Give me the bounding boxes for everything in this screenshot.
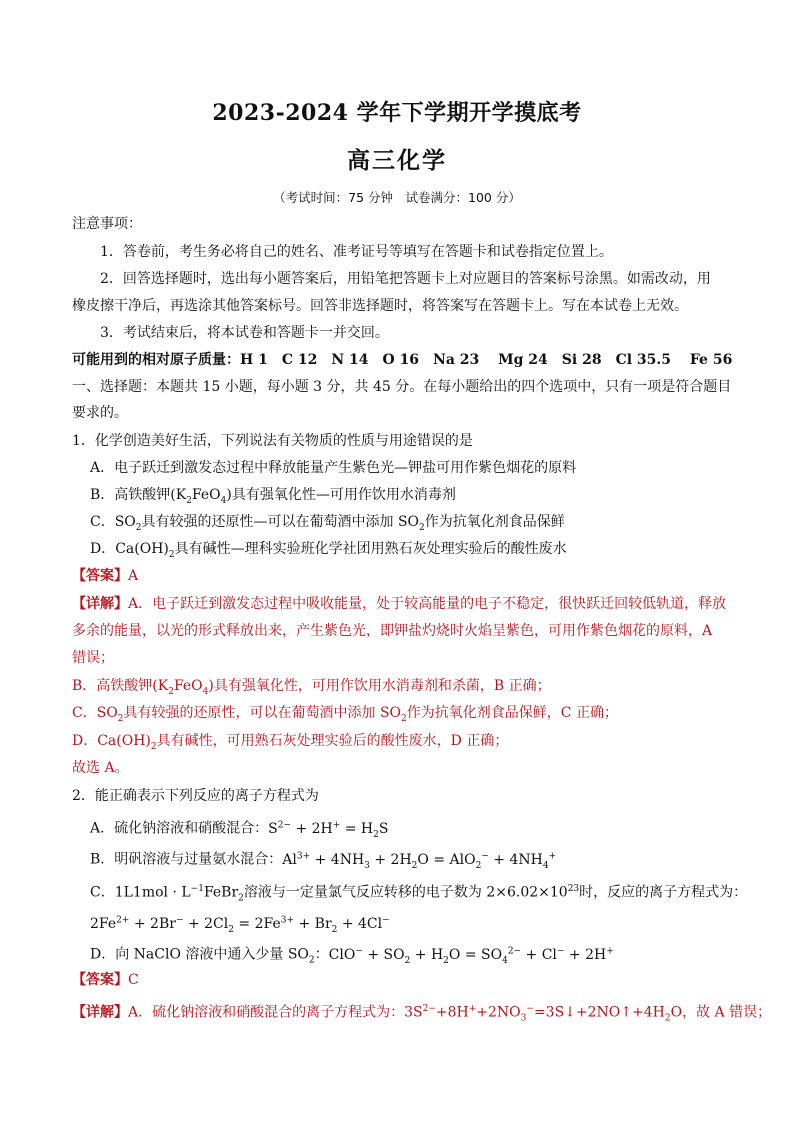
q1-stem: 1．化学创造美好生活，下列说法有关物质的性质与用途错误的是 xyxy=(72,433,473,449)
q2-option-a xyxy=(90,815,750,844)
q1-detail-1 xyxy=(72,594,732,614)
q1-detail-d: D．$Ca(OH)_2$具有碱性，可用熟石灰处理实验后的酸性废水，D 正确； xyxy=(72,733,509,752)
text-part: FeO xyxy=(173,678,203,694)
text-part: 作为抗氧化剂食品保鲜 xyxy=(424,514,565,530)
q2-option-c-equation xyxy=(90,910,750,939)
q2-option-c: C．$1L1mol \cdot L^{-1}FeBr_2$溶液与一定量氯气反应转移的电子数为 $2\times 6.02\times 10^{23}$时，反应的离子方程式为： xyxy=(90,884,748,904)
text-part: FeO xyxy=(191,487,221,503)
q1-conclusion: 故选 A。 xyxy=(72,760,129,776)
q1-detail-3: 错误； xyxy=(72,650,114,666)
note-item-2-cont: 橡皮擦干净后，再选涂其他答案标号。回答非选择题时，将答案写在答题卡上。写在本试卷上无效。 xyxy=(72,298,688,314)
text-part: D．Ca(OH) xyxy=(90,541,169,557)
text-part: 时，反应的离子方程式为： xyxy=(579,884,748,901)
note-item-2: 2．回答选择题时，选出每小题答案后，用铅笔把答题卡上对应题目的答案标号涂黑。如需改动，用 xyxy=(100,271,711,287)
exam-info: （考试时间：75 分钟 试卷满分：100 分） xyxy=(273,190,521,205)
q1-detail-2: 多余的能量，以光的形式释放出来，产生紫色光，即钾盐灼烧时火焰呈紫色，可用作紫色烟花的原料，A xyxy=(72,623,713,639)
answer-tag: 【答案】 xyxy=(72,568,128,584)
note-item-3: 3．考试结束后，将本试卷和答题卡一并交回。 xyxy=(100,325,389,341)
text-part: D．向 NaClO 溶液中通入少量 SO xyxy=(90,946,309,963)
text-part: B．高铁酸钾(K xyxy=(72,678,169,694)
text-part: +8H xyxy=(435,1004,469,1021)
q1-option-b: B．高铁酸钾$(K_2FeO_4)$具有强氧化性—可用作饮用水消毒剂 xyxy=(90,487,456,506)
q2-option-b xyxy=(90,846,750,875)
answer-value: C xyxy=(128,972,139,988)
text-part: O，故 A 错误； xyxy=(670,1004,772,1021)
page-subtitle: 高三化学 xyxy=(347,147,447,174)
text-part: C．1L1mol · L xyxy=(90,884,191,901)
text-part: 具有碱性，可用熟石灰处理实验后的酸性废水，D 正确； xyxy=(156,733,509,749)
answer-tag: 【答案】 xyxy=(72,972,128,988)
text-part: 溶液与一定量氯气反应转移的电子数为 2×6.02×10 xyxy=(243,884,568,901)
section-heading: 一、选择题：本题共 15 小题，每小题 3 分，共 45 分。在每小题给出的四个选项中，只有一项是符合题目 xyxy=(72,379,732,395)
section-heading-cont: 要求的。 xyxy=(72,405,128,421)
text-part: 具有较强的还原性，可以在葡萄酒中添加 SO xyxy=(123,705,402,721)
page-title: 2023-2024 学年下学期开学摸底考 xyxy=(212,100,582,126)
text-part: 具有较强的还原性—可以在葡萄酒中添加 SO xyxy=(141,514,420,530)
notes-heading: 注意事项： xyxy=(72,216,142,232)
text-part: )具有强氧化性—可用作饮用水消毒剂 xyxy=(226,487,456,503)
detail-tag: 【详解】 xyxy=(72,596,128,612)
text-part: 具有碱性—理科实验班化学社团用熟石灰处理实验后的酸性废水 xyxy=(174,541,567,557)
detail-tag: 【详解】 xyxy=(72,1004,128,1021)
equation-d: $ClO^- + SO_2 + H_2O = SO_4^{2-} + Cl^- + 2H^+$ xyxy=(328,946,614,966)
q2-stem: 2．能正确表示下列反应的离子方程式为 xyxy=(72,788,319,804)
text-part: D．Ca(OH) xyxy=(72,733,151,749)
q1-detail-b: B．高铁酸钾$(K_2FeO_4)$具有强氧化性，可用作饮用水消毒剂和杀菌，B 正确； xyxy=(72,678,551,697)
text-part: )具有强氧化性，可用作饮用水消毒剂和杀菌，B 正确； xyxy=(208,678,551,694)
equation-b: $Al^{3+} + 4NH_3 + 2H_2O = AlO_2^- + 4NH_4^+$ xyxy=(282,851,557,871)
q2-detail-a: 【详解】A．硫化钠溶液和硝酸混合的离子方程式为：$3S^{2-}+8H^++2NO_3^-=3S↓+2NO↑+4H_2O$，故 A 错误； xyxy=(72,1004,772,1024)
q2-answer xyxy=(72,970,732,990)
q1-option-c: C．$SO_2$具有较强的还原性—可以在葡萄酒中添加 $SO_2$作为抗氧化剂食品保鲜 xyxy=(90,514,565,533)
q2-option-d: D．向 NaClO 溶液中通入少量 $SO_2$：$ClO^- + SO_2 + H_2O = SO_4^{2-} + Cl^- + 2H^+$ xyxy=(90,946,614,966)
text-part: C．SO xyxy=(90,514,136,530)
equation-a: $S^{2-} + 2H^+ = H_2S$ xyxy=(268,820,389,840)
q1-option-d: D．$Ca(OH)_2$具有碱性—理科实验班化学社团用熟石灰处理实验后的酸性废水 xyxy=(90,541,567,560)
text-part: 作为抗氧化剂食品保鲜，C 正确； xyxy=(406,705,618,721)
q1-detail-c: C．$SO_2$具有较强的还原性，可以在葡萄酒中添加 $SO_2$作为抗氧化剂食品保鲜，C 正确； xyxy=(72,705,618,724)
text-part: =3S↓+2NO↑+4H xyxy=(533,1004,665,1021)
text-part: B．高铁酸钾(K xyxy=(90,487,187,503)
atomic-masses: 可能用到的相对原子质量：H 1 C 12 N 14 O 16 Na 23 Mg 24 Si 28 Cl 35.5 Fe 56 xyxy=(72,352,733,368)
q1-answer xyxy=(72,566,732,586)
text-part: FeBr xyxy=(203,884,239,901)
text-part: +2NO xyxy=(476,1004,521,1021)
text-part: B．明矾溶液与过量氨水混合： xyxy=(90,851,283,868)
equation-c: $2Fe^{2+} + 2Br^- + 2Cl_2 = 2Fe^{3+} + Br_2 + 4Cl^-$ xyxy=(90,915,390,935)
answer-value: A xyxy=(128,568,139,584)
q1-option-a: A．电子跃迁到激发态过程中释放能量产生紫色光—钾盐可用作紫色烟花的原料 xyxy=(90,460,577,476)
text-part: A．硫化钠溶液和硝酸混合： xyxy=(90,820,269,837)
text-part: ： xyxy=(314,946,329,963)
detail-text: A．电子跃迁到激发态过程中吸收能量，处于较高能量的电子不稳定，很快跃迁回较低轨道，释放 xyxy=(128,596,727,612)
text-part: A．硫化钠溶液和硝酸混合的离子方程式为：3S xyxy=(128,1004,423,1021)
text-part: C．SO xyxy=(72,705,118,721)
note-item-1: 1．答卷前，考生务必将自己的姓名、准考证号等填写在答题卡和试卷指定位置上。 xyxy=(100,244,613,260)
